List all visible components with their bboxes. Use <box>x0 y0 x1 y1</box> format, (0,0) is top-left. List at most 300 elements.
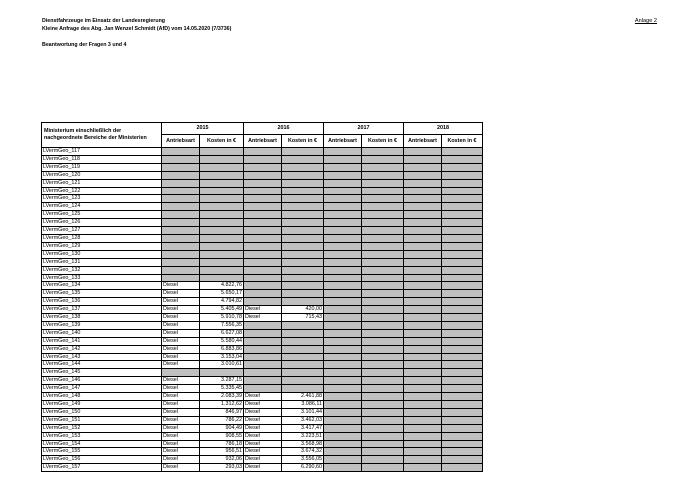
empty-drive-type-cell <box>244 385 282 393</box>
table-row <box>42 456 483 464</box>
empty-cell <box>362 337 404 345</box>
table-row <box>42 282 483 290</box>
empty-cell <box>362 456 404 464</box>
cost-cell: 3.287,15 <box>200 377 244 385</box>
empty-cell <box>362 440 404 448</box>
cost-cell: 3.153,04 <box>200 353 244 361</box>
drive-type-cell: Diesel <box>244 416 282 424</box>
empty-cell <box>442 456 483 464</box>
empty-cell <box>362 195 404 203</box>
drive-type-cell: Diesel <box>244 408 282 416</box>
empty-cell <box>442 155 483 163</box>
cost-header: Kosten in € <box>200 134 244 147</box>
table-row <box>42 377 483 385</box>
table-row <box>42 171 483 179</box>
empty-cell <box>442 274 483 282</box>
table-row <box>42 195 483 203</box>
empty-drive-type-cell <box>162 195 200 203</box>
empty-cell <box>442 361 483 369</box>
empty-cell <box>442 337 483 345</box>
empty-cell <box>404 361 442 369</box>
empty-cell <box>324 227 362 235</box>
ministry-name-cell: LVermGeo_150 <box>42 408 162 416</box>
table-row <box>42 203 483 211</box>
cost-cell: 5.580,44 <box>200 337 244 345</box>
empty-cell <box>442 464 483 472</box>
empty-cell <box>404 448 442 456</box>
cost-cell: 293,03 <box>200 464 244 472</box>
empty-drive-type-cell <box>244 321 282 329</box>
empty-cost-cell <box>200 266 244 274</box>
empty-cost-cell <box>200 195 244 203</box>
empty-drive-type-cell <box>244 242 282 250</box>
empty-cell <box>404 456 442 464</box>
empty-drive-type-cell <box>244 163 282 171</box>
empty-cell <box>442 329 483 337</box>
table-row <box>42 424 483 432</box>
cost-cell: 904,49 <box>200 424 244 432</box>
empty-cell <box>404 211 442 219</box>
empty-cell <box>404 464 442 472</box>
empty-drive-type-cell <box>244 274 282 282</box>
ministry-name-cell: LVermGeo_137 <box>42 306 162 314</box>
empty-cell <box>442 448 483 456</box>
empty-cell <box>362 227 404 235</box>
empty-cell <box>442 345 483 353</box>
empty-cell <box>442 282 483 290</box>
empty-cell <box>324 187 362 195</box>
cost-cell: 5.910,78 <box>200 314 244 322</box>
empty-cell <box>324 163 362 171</box>
empty-cell <box>324 290 362 298</box>
empty-cell <box>324 274 362 282</box>
empty-cell <box>362 345 404 353</box>
ministry-name-cell: LVermGeo_151 <box>42 416 162 424</box>
empty-drive-type-cell <box>244 171 282 179</box>
empty-cell <box>404 385 442 393</box>
cost-cell: 932,06 <box>200 456 244 464</box>
empty-cell <box>404 148 442 156</box>
empty-cost-cell <box>282 266 324 274</box>
ministry-name-cell: LVermGeo_152 <box>42 424 162 432</box>
empty-cell <box>404 345 442 353</box>
empty-drive-type-cell <box>162 369 200 377</box>
empty-cost-cell <box>282 250 324 258</box>
empty-cell <box>362 377 404 385</box>
drive-type-cell: Diesel <box>162 408 200 416</box>
table-row <box>42 416 483 424</box>
empty-cell <box>404 353 442 361</box>
empty-drive-type-cell <box>244 211 282 219</box>
cost-header: Kosten in € <box>282 134 324 147</box>
empty-cell <box>442 416 483 424</box>
drive-type-cell: Diesel <box>244 464 282 472</box>
empty-cell <box>362 282 404 290</box>
empty-drive-type-cell <box>244 290 282 298</box>
cost-cell: 4.822,76 <box>200 282 244 290</box>
cost-cell: 6.290,60 <box>282 464 324 472</box>
ministry-name-cell: LVermGeo_125 <box>42 211 162 219</box>
empty-cell <box>324 353 362 361</box>
cost-cell: 3.417,47 <box>282 424 324 432</box>
empty-cell <box>324 195 362 203</box>
empty-drive-type-cell <box>162 203 200 211</box>
ministry-name-cell: LVermGeo_157 <box>42 464 162 472</box>
empty-cost-cell <box>200 179 244 187</box>
empty-drive-type-cell <box>162 155 200 163</box>
empty-drive-type-cell <box>244 361 282 369</box>
empty-cell <box>404 408 442 416</box>
empty-cell <box>362 163 404 171</box>
drive-type-cell: Diesel <box>162 464 200 472</box>
empty-drive-type-cell <box>162 250 200 258</box>
empty-cost-cell <box>282 163 324 171</box>
empty-drive-type-cell <box>162 219 200 227</box>
table-row <box>42 211 483 219</box>
table-row <box>42 353 483 361</box>
ministry-name-cell: LVermGeo_131 <box>42 258 162 266</box>
empty-cost-cell <box>282 227 324 235</box>
drive-type-cell: Diesel <box>162 345 200 353</box>
empty-cell <box>324 337 362 345</box>
empty-cell <box>362 148 404 156</box>
empty-cell <box>362 393 404 401</box>
cost-cell: 2.083,39 <box>200 393 244 401</box>
drive-type-cell: Diesel <box>162 456 200 464</box>
empty-cell <box>362 290 404 298</box>
empty-cost-cell <box>282 329 324 337</box>
table-row <box>42 369 483 377</box>
empty-drive-type-cell <box>244 227 282 235</box>
empty-cell <box>362 250 404 258</box>
drive-type-cell: Diesel <box>162 432 200 440</box>
empty-cell <box>324 282 362 290</box>
empty-cell <box>404 187 442 195</box>
empty-cell <box>442 219 483 227</box>
year-header-2015: 2015 <box>162 123 244 135</box>
empty-cell <box>404 393 442 401</box>
empty-cell <box>442 353 483 361</box>
empty-cell <box>362 464 404 472</box>
empty-cell <box>442 290 483 298</box>
ministry-name-cell: LVermGeo_142 <box>42 345 162 353</box>
drive-type-cell: Diesel <box>244 440 282 448</box>
empty-cell <box>324 250 362 258</box>
table-row <box>42 401 483 409</box>
empty-cost-cell <box>282 187 324 195</box>
empty-cell <box>324 306 362 314</box>
table-row <box>42 337 483 345</box>
empty-cell <box>362 329 404 337</box>
table-row <box>42 440 483 448</box>
empty-cost-cell <box>200 148 244 156</box>
cost-cell: 6.883,86 <box>200 345 244 353</box>
table-row <box>42 163 483 171</box>
empty-cost-cell <box>282 148 324 156</box>
cost-cell: 786,18 <box>200 440 244 448</box>
ministry-name-cell: LVermGeo_146 <box>42 377 162 385</box>
empty-cell <box>324 432 362 440</box>
vehicle-cost-table <box>41 122 483 472</box>
ministry-name-cell: LVermGeo_123 <box>42 195 162 203</box>
empty-cell <box>404 377 442 385</box>
table-row <box>42 187 483 195</box>
empty-cost-cell <box>282 242 324 250</box>
empty-cost-cell <box>200 203 244 211</box>
cost-cell: 3.223,51 <box>282 432 324 440</box>
empty-drive-type-cell <box>162 179 200 187</box>
drive-type-cell: Diesel <box>162 298 200 306</box>
drive-type-cell: Diesel <box>162 314 200 322</box>
empty-cell <box>324 416 362 424</box>
ministry-name-cell: LVermGeo_134 <box>42 282 162 290</box>
empty-cell <box>324 377 362 385</box>
table-row <box>42 345 483 353</box>
cost-cell: 908,55 <box>200 432 244 440</box>
cost-cell: 2.461,88 <box>282 393 324 401</box>
empty-cell <box>404 234 442 242</box>
empty-cell <box>442 211 483 219</box>
table-row <box>42 464 483 472</box>
drive-type-header: Antriebsart <box>244 134 282 147</box>
table-row <box>42 306 483 314</box>
empty-drive-type-cell <box>244 369 282 377</box>
empty-cost-cell <box>282 258 324 266</box>
table-row <box>42 155 483 163</box>
cost-cell: 7.556,35 <box>200 321 244 329</box>
ministry-name-cell: LVermGeo_154 <box>42 440 162 448</box>
empty-cell <box>442 424 483 432</box>
empty-cell <box>324 211 362 219</box>
empty-cost-cell <box>282 361 324 369</box>
empty-cell <box>442 306 483 314</box>
ministry-name-cell: LVermGeo_117 <box>42 148 162 156</box>
empty-cell <box>442 440 483 448</box>
empty-drive-type-cell <box>244 148 282 156</box>
empty-drive-type-cell <box>244 155 282 163</box>
empty-cell <box>442 227 483 235</box>
empty-cost-cell <box>282 369 324 377</box>
empty-cell <box>324 321 362 329</box>
table-row <box>42 361 483 369</box>
empty-cell <box>404 416 442 424</box>
empty-cell <box>404 432 442 440</box>
empty-cell <box>324 258 362 266</box>
empty-drive-type-cell <box>244 329 282 337</box>
ministry-name-cell: LVermGeo_119 <box>42 163 162 171</box>
empty-cost-cell <box>200 242 244 250</box>
table-row <box>42 329 483 337</box>
cost-header: Kosten in € <box>362 134 404 147</box>
year-header-2016: 2016 <box>244 123 324 135</box>
ministry-name-cell: LVermGeo_130 <box>42 250 162 258</box>
empty-cell <box>362 401 404 409</box>
cost-cell: 3.674,32 <box>282 448 324 456</box>
empty-cell <box>362 353 404 361</box>
empty-cell <box>442 179 483 187</box>
drive-type-header: Antriebsart <box>162 134 200 147</box>
empty-cell <box>442 408 483 416</box>
ministry-name-cell: LVermGeo_132 <box>42 266 162 274</box>
ministry-name-cell: LVermGeo_144 <box>42 361 162 369</box>
drive-type-cell: Diesel <box>162 393 200 401</box>
empty-cell <box>404 179 442 187</box>
empty-cell <box>442 234 483 242</box>
empty-cell <box>404 306 442 314</box>
empty-cell <box>324 424 362 432</box>
empty-cell <box>324 361 362 369</box>
drive-type-cell: Diesel <box>244 456 282 464</box>
empty-cell <box>324 408 362 416</box>
empty-cost-cell <box>200 227 244 235</box>
empty-cell <box>442 393 483 401</box>
annex-label: Anlage 2 <box>634 18 657 24</box>
empty-cell <box>404 242 442 250</box>
empty-cell <box>324 456 362 464</box>
empty-cell <box>324 448 362 456</box>
cost-cell: 3.462,03 <box>282 416 324 424</box>
empty-cell <box>362 179 404 187</box>
cost-cell: 3.556,05 <box>282 456 324 464</box>
table-row <box>42 219 483 227</box>
table-row <box>42 266 483 274</box>
drive-type-cell: Diesel <box>244 401 282 409</box>
year-header-2017: 2017 <box>324 123 404 135</box>
empty-cost-cell <box>200 155 244 163</box>
drive-type-cell: Diesel <box>162 306 200 314</box>
table-row <box>42 290 483 298</box>
table-row <box>42 314 483 322</box>
empty-cell <box>362 187 404 195</box>
drive-type-header: Antriebsart <box>324 134 362 147</box>
drive-type-cell: Diesel <box>162 424 200 432</box>
empty-cost-cell <box>282 203 324 211</box>
empty-cell <box>404 195 442 203</box>
empty-cell <box>362 211 404 219</box>
empty-cell <box>442 385 483 393</box>
cost-cell: 956,51 <box>200 448 244 456</box>
empty-cell <box>404 250 442 258</box>
drive-type-cell: Diesel <box>162 282 200 290</box>
empty-cell <box>404 274 442 282</box>
empty-cell <box>404 282 442 290</box>
empty-drive-type-cell <box>162 163 200 171</box>
document-subtitle: Kleine Anfrage des Abg. Jan Wenzel Schmidt (AfD) vom 14.05.2020 (7/3736) <box>42 25 232 32</box>
empty-cell <box>404 329 442 337</box>
table-row <box>42 393 483 401</box>
drive-type-cell: Diesel <box>162 353 200 361</box>
drive-type-cell: Diesel <box>244 314 282 322</box>
ministry-name-cell: LVermGeo_122 <box>42 187 162 195</box>
table-row <box>42 408 483 416</box>
empty-cost-cell <box>200 258 244 266</box>
empty-cost-cell <box>282 377 324 385</box>
empty-cell <box>362 424 404 432</box>
empty-cell <box>404 203 442 211</box>
drive-type-cell: Diesel <box>162 329 200 337</box>
ministry-name-cell: LVermGeo_138 <box>42 314 162 322</box>
table-row <box>42 448 483 456</box>
empty-drive-type-cell <box>244 266 282 274</box>
empty-drive-type-cell <box>244 258 282 266</box>
empty-cell <box>362 155 404 163</box>
drive-type-cell: Diesel <box>162 385 200 393</box>
ministry-name-cell: LVermGeo_121 <box>42 179 162 187</box>
empty-cost-cell <box>200 274 244 282</box>
drive-type-cell: Diesel <box>162 377 200 385</box>
ministry-name-cell: LVermGeo_143 <box>42 353 162 361</box>
ministry-name-cell: LVermGeo_141 <box>42 337 162 345</box>
empty-cost-cell <box>282 155 324 163</box>
empty-cost-cell <box>200 163 244 171</box>
cost-cell: 420,00 <box>282 306 324 314</box>
table-row <box>42 385 483 393</box>
empty-cell <box>324 329 362 337</box>
empty-drive-type-cell <box>244 179 282 187</box>
ministry-column-header: Ministerium einschließlich der nachgeordnete Bereiche der Ministerien <box>42 123 162 148</box>
table-row <box>42 179 483 187</box>
table-row <box>42 148 483 156</box>
year-header-2018: 2018 <box>404 123 483 135</box>
empty-drive-type-cell <box>244 345 282 353</box>
drive-type-cell: Diesel <box>162 290 200 298</box>
empty-cell <box>362 258 404 266</box>
empty-cost-cell <box>282 345 324 353</box>
empty-cost-cell <box>282 290 324 298</box>
ministry-name-cell: LVermGeo_156 <box>42 456 162 464</box>
empty-drive-type-cell <box>244 282 282 290</box>
empty-cell <box>442 250 483 258</box>
drive-type-cell: Diesel <box>162 448 200 456</box>
empty-cell <box>404 401 442 409</box>
empty-drive-type-cell <box>162 234 200 242</box>
table-row <box>42 234 483 242</box>
drive-type-cell: Diesel <box>244 432 282 440</box>
cost-cell: 6.627,08 <box>200 329 244 337</box>
cost-cell: 5.405,49 <box>200 306 244 314</box>
drive-type-cell: Diesel <box>162 440 200 448</box>
empty-cell <box>442 171 483 179</box>
empty-cell <box>324 314 362 322</box>
empty-drive-type-cell <box>162 211 200 219</box>
empty-drive-type-cell <box>162 187 200 195</box>
cost-cell: 3.101,44 <box>282 408 324 416</box>
empty-cell <box>404 155 442 163</box>
empty-cell <box>404 440 442 448</box>
empty-cost-cell <box>200 369 244 377</box>
empty-cell <box>404 219 442 227</box>
empty-cell <box>362 361 404 369</box>
table-row <box>42 250 483 258</box>
drive-type-cell: Diesel <box>162 401 200 409</box>
ministry-name-cell: LVermGeo_136 <box>42 298 162 306</box>
ministry-name-cell: LVermGeo_155 <box>42 448 162 456</box>
drive-type-cell: Diesel <box>244 393 282 401</box>
empty-cost-cell <box>282 171 324 179</box>
empty-cell <box>362 416 404 424</box>
empty-cell <box>362 314 404 322</box>
drive-type-cell: Diesel <box>244 448 282 456</box>
empty-cell <box>362 171 404 179</box>
drive-type-cell: Diesel <box>244 424 282 432</box>
empty-cost-cell <box>200 187 244 195</box>
empty-cell <box>442 377 483 385</box>
empty-drive-type-cell <box>162 266 200 274</box>
table-body <box>42 148 483 472</box>
table-row <box>42 321 483 329</box>
ministry-name-cell: LVermGeo_139 <box>42 321 162 329</box>
empty-cost-cell <box>282 282 324 290</box>
